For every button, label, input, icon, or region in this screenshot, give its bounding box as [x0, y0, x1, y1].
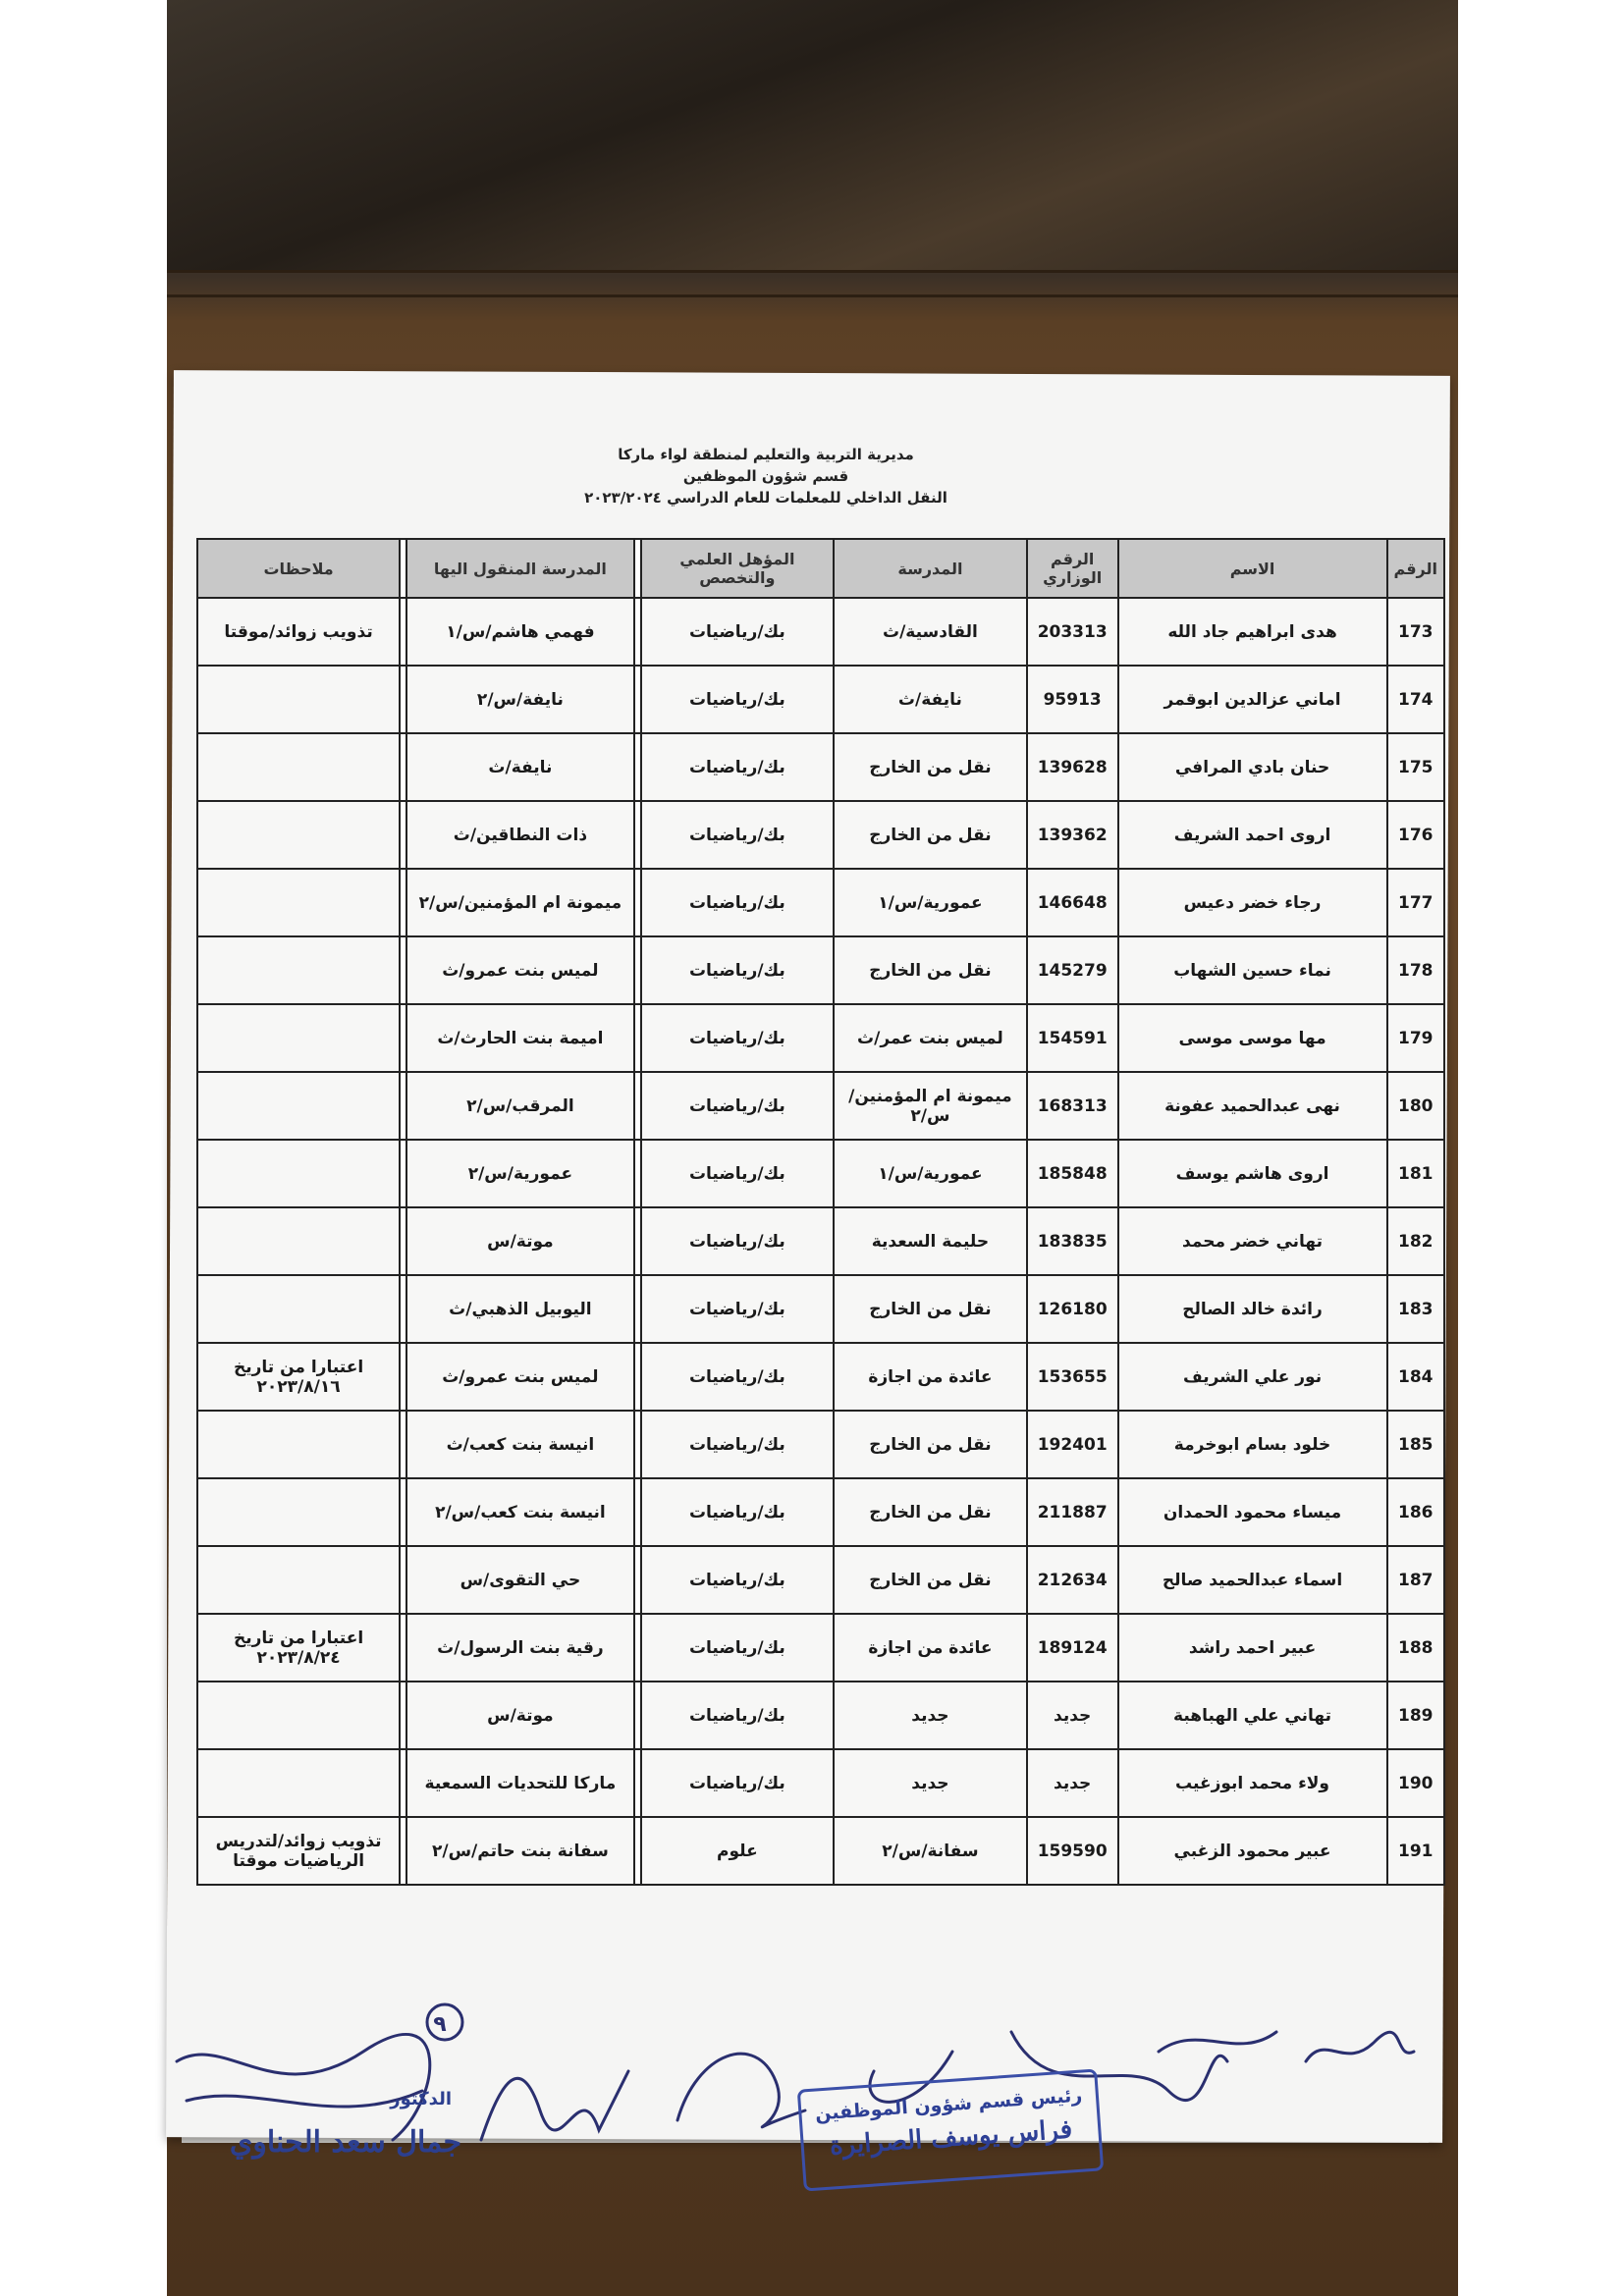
notes-cell [197, 936, 400, 1004]
col-gap [400, 1140, 406, 1207]
table-row [197, 1411, 1444, 1478]
col-gap [400, 1004, 406, 1072]
col-gap [634, 539, 641, 598]
current-school: نقل من الخارج [834, 1411, 1027, 1478]
ministry-number: 203313 [1027, 598, 1118, 666]
destination-school: انيسة بنت كعب/س/٢ [406, 1478, 633, 1546]
qualification: بك/رياضيات [641, 1207, 834, 1275]
col-gap [634, 666, 641, 733]
destination-school: فهمي هاشم/س/١ [406, 598, 633, 666]
current-school: جديد [834, 1749, 1027, 1817]
col-gap [634, 598, 641, 666]
ministry-number: 139362 [1027, 801, 1118, 869]
employee-name: تهاني علي الهباهبة [1118, 1682, 1387, 1749]
col-gap [400, 801, 406, 869]
document-header [530, 444, 1001, 508]
col-gap [400, 1817, 406, 1885]
header-title: النقل الداخلي للمعلمات للعام الدراسي ٢٠٢٣/٢٠٢٤ [584, 489, 947, 507]
current-school: عائدة من اجازة [834, 1614, 1027, 1682]
table-row [197, 1682, 1444, 1749]
destination-school: ميمونة ام المؤمنين/س/٢ [406, 869, 633, 936]
notes-cell: تذويب زوائد/لتدريس الرياضيات موقتا [197, 1817, 400, 1885]
current-school: نقل من الخارج [834, 1546, 1027, 1614]
col-gap [400, 1614, 406, 1682]
ministry-number: جديد [1027, 1749, 1118, 1817]
notes-cell: اعتبارا من تاريخ ٢٠٢٣/٨/١٦ [197, 1343, 400, 1411]
notes-cell [197, 801, 400, 869]
ministry-number: 189124 [1027, 1614, 1118, 1682]
destination-school: حي التقوى/س [406, 1546, 633, 1614]
row-number: 188 [1387, 1614, 1444, 1682]
destination-school: رقية بنت الرسول/ث [406, 1614, 633, 1682]
col-school: المدرسة [834, 539, 1027, 598]
current-school: نقل من الخارج [834, 1478, 1027, 1546]
qualification: بك/رياضيات [641, 598, 834, 666]
employee-name: حنان بادي المرافي [1118, 733, 1387, 801]
col-gap [400, 733, 406, 801]
table-row [197, 598, 1444, 666]
current-school: نقل من الخارج [834, 1275, 1027, 1343]
col-gap [400, 1072, 406, 1140]
ministry-number: 192401 [1027, 1411, 1118, 1478]
row-number: 173 [1387, 598, 1444, 666]
col-gap [634, 869, 641, 936]
ministry-number: 139628 [1027, 733, 1118, 801]
notes-cell [197, 666, 400, 733]
qualification: بك/رياضيات [641, 1004, 834, 1072]
table-row [197, 801, 1444, 869]
current-school: حليمة السعدية [834, 1207, 1027, 1275]
table-row [197, 1749, 1444, 1817]
employee-name: اماني عزالدين ابوقمر [1118, 666, 1387, 733]
employee-name: مها موسى موسى [1118, 1004, 1387, 1072]
stamp-hr-name: فراس يوسف الصرايرة [828, 2114, 1074, 2162]
current-school: عمورية/س/١ [834, 1140, 1027, 1207]
qualification: علوم [641, 1817, 834, 1885]
employee-name: نهى عبدالحميد عفونة [1118, 1072, 1387, 1140]
col-qual: المؤهل العلمي والتخصص [641, 539, 834, 598]
qualification: بك/رياضيات [641, 1343, 834, 1411]
stamp-hr-title: رئيس قسم شؤون الموظفين [814, 2084, 1083, 2125]
qualification: بك/رياضيات [641, 733, 834, 801]
current-school: عمورية/س/١ [834, 869, 1027, 936]
stamp-director-title: الدكتور [390, 2089, 452, 2109]
current-school: نقل من الخارج [834, 936, 1027, 1004]
ministry-number: 183835 [1027, 1207, 1118, 1275]
row-number: 174 [1387, 666, 1444, 733]
col-gap [400, 539, 406, 598]
qualification: بك/رياضيات [641, 869, 834, 936]
col-gap [634, 1614, 641, 1682]
ministry-number: 145279 [1027, 936, 1118, 1004]
destination-school: نايفة/ث [406, 733, 633, 801]
qualification: بك/رياضيات [641, 801, 834, 869]
notes-cell [197, 1275, 400, 1343]
stamp-director-name: جمال سعد الحناوي [229, 2125, 461, 2160]
destination-school: اميمة بنت الحارث/ث [406, 1004, 633, 1072]
employee-name: نماء حسين الشهاب [1118, 936, 1387, 1004]
destination-school: ماركا للتحديات السمعية [406, 1749, 633, 1817]
stamp-hr-head [797, 2068, 1105, 2191]
col-gap [400, 1546, 406, 1614]
col-gap [400, 666, 406, 733]
table-row [197, 1140, 1444, 1207]
col-gap [634, 1817, 641, 1885]
row-number: 183 [1387, 1275, 1444, 1343]
table-row [197, 1343, 1444, 1411]
col-gap [634, 801, 641, 869]
col-gap [400, 1343, 406, 1411]
employee-name: اسماء عبدالحميد صالح [1118, 1546, 1387, 1614]
table-row [197, 1817, 1444, 1885]
dark-wood-area [167, 0, 1458, 270]
stamp-director [177, 2081, 471, 2189]
col-gap [634, 1343, 641, 1411]
destination-school: لميس بنت عمرو/ث [406, 936, 633, 1004]
row-number: 175 [1387, 733, 1444, 801]
col-gap [634, 1072, 641, 1140]
employee-name: خلود بسام ابوخرمة [1118, 1411, 1387, 1478]
table-row [197, 1478, 1444, 1546]
col-gap [634, 1749, 641, 1817]
row-number: 184 [1387, 1343, 1444, 1411]
employee-name: اروى احمد الشريف [1118, 801, 1387, 869]
col-name: الاسم [1118, 539, 1387, 598]
col-gap [400, 598, 406, 666]
qualification: بك/رياضيات [641, 1546, 834, 1614]
qualification: بك/رياضيات [641, 1614, 834, 1682]
notes-cell [197, 1682, 400, 1749]
col-gap [634, 1478, 641, 1546]
ministry-number: 159590 [1027, 1817, 1118, 1885]
col-gap [634, 1546, 641, 1614]
destination-school: انيسة بنت كعب/ث [406, 1411, 633, 1478]
col-gap [634, 733, 641, 801]
ministry-number: 95913 [1027, 666, 1118, 733]
row-number: 176 [1387, 801, 1444, 869]
qualification: بك/رياضيات [641, 1478, 834, 1546]
row-number: 187 [1387, 1546, 1444, 1614]
col-gap [634, 936, 641, 1004]
ministry-number: جديد [1027, 1682, 1118, 1749]
qualification: بك/رياضيات [641, 1072, 834, 1140]
ministry-number: 211887 [1027, 1478, 1118, 1546]
row-number: 191 [1387, 1817, 1444, 1885]
employee-name: عبير احمد راشد [1118, 1614, 1387, 1682]
notes-cell [197, 733, 400, 801]
col-nid: الرقم الوزاري [1027, 539, 1118, 598]
col-gap [400, 1682, 406, 1749]
qualification: بك/رياضيات [641, 1411, 834, 1478]
employee-name: تهاني خضر محمد [1118, 1207, 1387, 1275]
notes-cell [197, 1004, 400, 1072]
qualification: بك/رياضيات [641, 936, 834, 1004]
plank-divider [167, 270, 1458, 273]
signature-stroke [1159, 2032, 1276, 2052]
notes-cell [197, 1072, 400, 1140]
col-dest: المدرسة المنقول اليها [406, 539, 633, 598]
row-number: 177 [1387, 869, 1444, 936]
col-gap [400, 1207, 406, 1275]
table-row [197, 936, 1444, 1004]
col-gap [634, 1411, 641, 1478]
row-number: 189 [1387, 1682, 1444, 1749]
row-number: 180 [1387, 1072, 1444, 1140]
col-gap [634, 1004, 641, 1072]
row-number: 186 [1387, 1478, 1444, 1546]
row-number: 190 [1387, 1749, 1444, 1817]
qualification: بك/رياضيات [641, 1275, 834, 1343]
destination-school: ذات النطاقين/ث [406, 801, 633, 869]
employee-name: رائدة خالد الصالح [1118, 1275, 1387, 1343]
table-body [197, 598, 1444, 1885]
header-department: قسم شؤون الموظفين [682, 467, 849, 485]
row-number: 181 [1387, 1140, 1444, 1207]
employee-name: اروى هاشم يوسف [1118, 1140, 1387, 1207]
employee-name: رجاء خضر دعيس [1118, 869, 1387, 936]
header-directorate: مديرية التربية والتعليم لمنطقة لواء ماركا [618, 446, 914, 463]
current-school: جديد [834, 1682, 1027, 1749]
table-header-row [197, 539, 1444, 598]
notes-cell [197, 1546, 400, 1614]
destination-school: سفانة بنت حاتم/س/٢ [406, 1817, 633, 1885]
table-row [197, 1614, 1444, 1682]
current-school: نقل من الخارج [834, 801, 1027, 869]
destination-school: عمورية/س/٢ [406, 1140, 633, 1207]
destination-school: المرقب/س/٢ [406, 1072, 633, 1140]
ministry-number: 126180 [1027, 1275, 1118, 1343]
current-school: ميمونة ام المؤمنين/س/٢ [834, 1072, 1027, 1140]
col-gap [400, 869, 406, 936]
current-school: نقل من الخارج [834, 733, 1027, 801]
notes-cell: اعتبارا من تاريخ ٢٠٢٣/٨/٢٤ [197, 1614, 400, 1682]
destination-school: موتة/س [406, 1682, 633, 1749]
col-notes: ملاحظات [197, 539, 400, 598]
ministry-number: 212634 [1027, 1546, 1118, 1614]
qualification: بك/رياضيات [641, 1682, 834, 1749]
notes-cell [197, 1207, 400, 1275]
col-gap [400, 1478, 406, 1546]
row-number: 178 [1387, 936, 1444, 1004]
employee-name: ولاء محمد ابوزغيب [1118, 1749, 1387, 1817]
current-school: نايفة/ث [834, 666, 1027, 733]
col-gap [400, 1411, 406, 1478]
employee-name: نور علي الشريف [1118, 1343, 1387, 1411]
plank-divider [167, 294, 1458, 297]
row-number: 185 [1387, 1411, 1444, 1478]
notes-cell [197, 1478, 400, 1546]
qualification: بك/رياضيات [641, 1749, 834, 1817]
table-row [197, 1207, 1444, 1275]
table-row [197, 733, 1444, 801]
destination-school: موتة/س [406, 1207, 633, 1275]
col-gap [400, 1275, 406, 1343]
signature-stroke [677, 2054, 805, 2127]
col-gap [634, 1682, 641, 1749]
qualification: بك/رياضيات [641, 666, 834, 733]
table-row [197, 1546, 1444, 1614]
employee-name: عبير محمود الزغبي [1118, 1817, 1387, 1885]
destination-school: لميس بنت عمرو/ث [406, 1343, 633, 1411]
signature-stroke [481, 2071, 628, 2140]
table-row [197, 666, 1444, 733]
col-num: الرقم [1387, 539, 1444, 598]
current-school: لميس بنت عمر/ث [834, 1004, 1027, 1072]
col-gap [634, 1207, 641, 1275]
circled-number: ٩ [433, 2012, 447, 2037]
ministry-number: 154591 [1027, 1004, 1118, 1072]
notes-cell [197, 1140, 400, 1207]
ministry-number: 146648 [1027, 869, 1118, 936]
current-school: سفانة/س/٢ [834, 1817, 1027, 1885]
notes-cell [197, 869, 400, 936]
destination-school: نايفة/س/٢ [406, 666, 633, 733]
ministry-number: 185848 [1027, 1140, 1118, 1207]
employee-name: هدى ابراهيم جاد الله [1118, 598, 1387, 666]
destination-school: اليوبيل الذهبي/ث [406, 1275, 633, 1343]
notes-cell [197, 1411, 400, 1478]
col-gap [400, 936, 406, 1004]
notes-cell: تذويب زوائد/موقتا [197, 598, 400, 666]
transfer-table [196, 538, 1445, 1886]
row-number: 182 [1387, 1207, 1444, 1275]
table-row [197, 869, 1444, 936]
employee-name: ميساء محمود الحمدان [1118, 1478, 1387, 1546]
signature-stroke [1306, 2032, 1414, 2061]
notes-cell [197, 1749, 400, 1817]
table-row [197, 1275, 1444, 1343]
col-gap [400, 1749, 406, 1817]
ministry-number: 168313 [1027, 1072, 1118, 1140]
current-school: القادسية/ث [834, 598, 1027, 666]
col-gap [634, 1275, 641, 1343]
table-row [197, 1004, 1444, 1072]
ministry-number: 153655 [1027, 1343, 1118, 1411]
qualification: بك/رياضيات [641, 1140, 834, 1207]
current-school: عائدة من اجازة [834, 1343, 1027, 1411]
col-gap [634, 1140, 641, 1207]
table-row [197, 1072, 1444, 1140]
row-number: 179 [1387, 1004, 1444, 1072]
